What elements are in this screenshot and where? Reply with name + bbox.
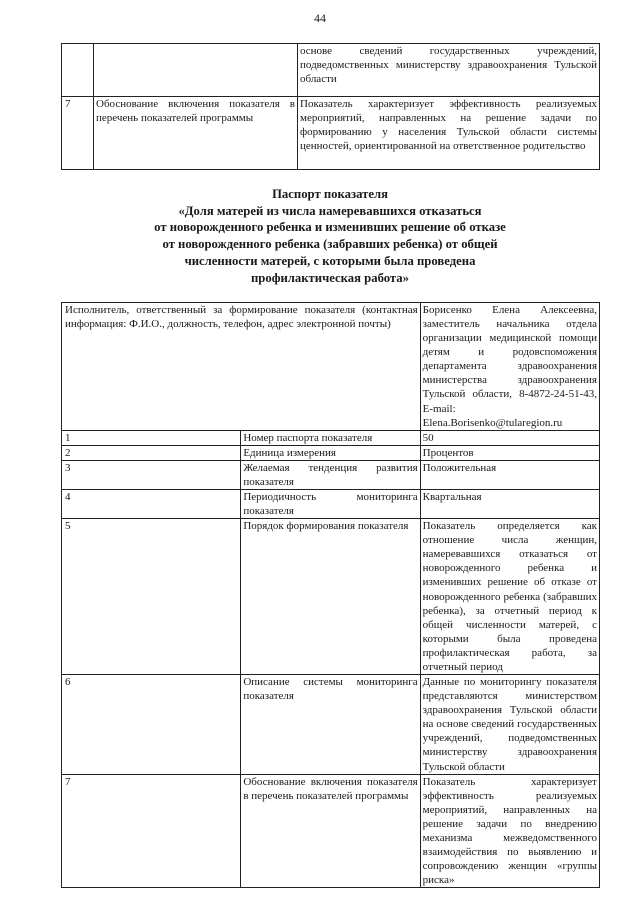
page-number: 44 (314, 11, 326, 25)
indicator-passport-table (61, 302, 600, 888)
table-row (62, 44, 600, 97)
row-number-cell: 1 (62, 430, 241, 445)
executor-value-cell: Борисенко Елена Алексеевна, заместитель начальника отдела организации медицинской помощи детям и родовспоможения департамента здравоохранения министерства здравоохранения Тульской области, 8-4872-24-51-43, E-mail: Elena.Borisenko@tularegion.ru (420, 303, 599, 431)
row-label-cell: Номер паспорта показателя (241, 430, 420, 445)
row-value-cell: Показатель характеризует эффективность реализуемых мероприятий, направленных на решение задачи по формированию у населения Тульской области системы ценностей, ориентированной на ответственное родительство (298, 97, 600, 170)
row-label-cell: Порядок формирования показателя (241, 519, 420, 675)
row-number-cell: 2 (62, 445, 241, 460)
row-value-cell: основе сведений государственных учреждений, подведомственных министерству здравоохранения Тульской области (298, 44, 600, 97)
row-number-cell: 5 (62, 519, 241, 675)
row-label-cell: Желаемая тенденция развития показателя (241, 460, 420, 489)
row-value-cell: Процентов (420, 445, 599, 460)
row-value-cell: Показатель характеризует эффективность реализуемых мероприятий, направленных на решение задачи по внедрению механизма межведомственного взаимодействия по выявлению и сопровождению женщин «группы риска» (420, 774, 599, 888)
row-label-cell: Обоснование включения показателя в перечень показателей программы (94, 97, 298, 170)
row-number-cell: 6 (62, 675, 241, 775)
heading-line: от новорожденного ребенка (забравших ребенка) от общей (162, 237, 498, 252)
row-label-cell: Обоснование включения показателя в перечень показателей программы (241, 774, 420, 888)
row-number-cell: 7 (62, 97, 94, 170)
table-row (62, 675, 600, 775)
table-row (62, 430, 600, 445)
heading-line: профилактическая работа» (250, 270, 409, 285)
row-number-cell: 4 (62, 490, 241, 519)
heading-line: от новорожденного ребенка и изменивших решение об отказе (154, 220, 506, 235)
table-row (62, 303, 600, 431)
table-row (62, 460, 600, 489)
row-value-cell: Показатель определяется как отношение числа женщин, намеревавшихся отказаться от новорожденного ребенка и изменивших решение об отказе от новорожденного ребенка (забравших ребенка), за отчетный период к общей численности матерей, с которыми была проведена профилактическая работа, за отчетный период (420, 519, 599, 675)
row-value-cell: Положительная (420, 460, 599, 489)
row-label-cell: Описание системы мониторинга показателя (241, 675, 420, 775)
table-row (62, 519, 600, 675)
table-row (62, 490, 600, 519)
row-label-cell (94, 44, 298, 97)
table-row (62, 774, 600, 888)
indicator-table-continuation (61, 43, 600, 170)
row-label-cell: Единица измерения (241, 445, 420, 460)
heading-line: Паспорт показателя (272, 187, 388, 201)
row-value-cell: 50 (420, 430, 599, 445)
heading-line: «Доля матерей из числа намеревавшихся отказаться (178, 203, 482, 218)
row-label-cell: Периодичность мониторинга показателя (241, 490, 420, 519)
table-row (62, 97, 600, 170)
row-number-cell: 7 (62, 774, 241, 888)
heading-line: численности матерей, с которыми была проведена (184, 253, 476, 268)
row-value-cell: Квартальная (420, 490, 599, 519)
table-row (62, 445, 600, 460)
row-value-cell: Данные по мониторингу показателя представляются министерством здравоохранения Тульской области на основе сведений государственных учреждений, подведомственных министерству здравоохранения Тульской области (420, 675, 599, 775)
row-number-cell (62, 44, 94, 97)
passport-heading (60, 186, 600, 286)
executor-label-cell: Исполнитель, ответственный за формирование показателя (контактная информация: Ф.И.О., должность, телефон, адрес электронной почты) (62, 303, 421, 431)
row-number-cell: 3 (62, 460, 241, 489)
